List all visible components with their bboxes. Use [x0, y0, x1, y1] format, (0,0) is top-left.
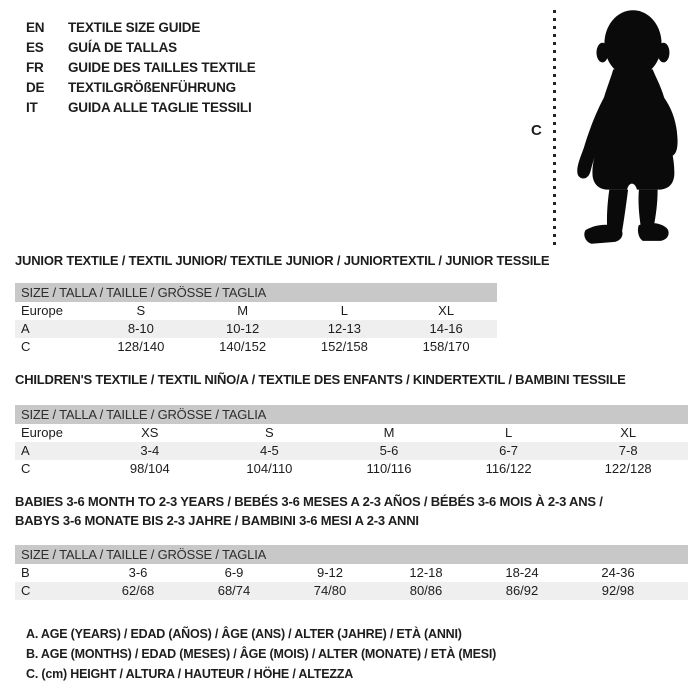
cell: L — [504, 425, 513, 440]
size-table-junior — [15, 283, 497, 356]
size-table-children — [15, 405, 688, 478]
table-row-height — [15, 460, 688, 478]
cell: 110/116 — [366, 461, 412, 476]
cell: XS — [141, 425, 159, 440]
lang-row-es — [26, 38, 256, 58]
cell: 98/104 — [129, 461, 170, 476]
table-row-height — [15, 582, 688, 600]
lang-code: IT — [26, 100, 38, 115]
row-label: C — [21, 339, 31, 354]
junior-table-title: JUNIOR TEXTILE / TEXTIL JUNIOR/ TEXTILE JUNIOR / JUNIORTEXTIL / JUNIOR TESSILE — [15, 253, 550, 268]
language-title-block — [26, 18, 256, 118]
lang-row-en — [26, 18, 256, 38]
cell: S — [265, 425, 274, 440]
babies-title-line2: BABYS 3-6 MONATE BIS 2-3 JAHRE / BAMBINI 3-6 MESI A 2-3 ANNI — [15, 513, 419, 528]
height-measure-label: C — [531, 122, 542, 139]
cell: 18-24 — [505, 565, 539, 580]
cell: 14-16 — [429, 321, 463, 336]
table-row-age-months — [15, 564, 688, 582]
cell: 122/128 — [604, 461, 652, 476]
size-table-babies — [15, 545, 688, 600]
legend-block — [26, 624, 496, 684]
cell: 74/80 — [313, 583, 347, 598]
cell: 12-13 — [327, 321, 361, 336]
baby-silhouette — [562, 6, 700, 248]
legend-age-years: A. AGE (YEARS) / EDAD (AÑOS) / ÂGE (ANS) / ALTER (JAHRE) / ETÀ (ANNI) — [26, 627, 462, 641]
cell: 5-6 — [379, 443, 399, 458]
cell: 6-7 — [499, 443, 518, 458]
size-header-bar: SIZE / TALLA / TAILLE / GRÖSSE / TAGLIA — [15, 545, 688, 564]
table-row-age-years — [15, 442, 688, 460]
children-table-title: CHILDREN'S TEXTILE / TEXTIL NIÑO/A / TEXTILE DES ENFANTS / KINDERTEXTIL / BAMBINI TESSILE — [15, 372, 626, 387]
cell: M — [237, 303, 249, 318]
cell: 86/92 — [505, 583, 539, 598]
table-row-europe — [15, 424, 688, 442]
guide-title-it: GUIDA ALLE TAGLIE TESSILI — [68, 100, 252, 115]
cell: 6-9 — [224, 565, 244, 580]
cell: 3-6 — [128, 565, 148, 580]
cell: XL — [620, 425, 637, 440]
row-label: A — [21, 443, 30, 458]
guide-title-de: TEXTILGRÖßENFÜHRUNG — [68, 80, 236, 95]
lang-row-fr — [26, 58, 256, 78]
cell: 3-4 — [140, 443, 160, 458]
cell: 7-8 — [618, 443, 638, 458]
size-header-bar: SIZE / TALLA / TAILLE / GRÖSSE / TAGLIA — [15, 405, 688, 424]
row-label: C — [21, 461, 31, 476]
cell: 116/122 — [485, 461, 532, 476]
cell: 104/110 — [246, 461, 293, 476]
cell: 158/170 — [422, 339, 470, 354]
cell: 24-36 — [601, 565, 635, 580]
cell: 80/86 — [409, 583, 443, 598]
guide-title-en: TEXTILE SIZE GUIDE — [68, 20, 201, 35]
size-header-bar: SIZE / TALLA / TAILLE / GRÖSSE / TAGLIA — [15, 283, 497, 302]
table-row-age-years — [15, 320, 497, 338]
lang-row-de — [26, 78, 256, 98]
row-label: C — [21, 583, 31, 598]
cell: 9-12 — [316, 565, 344, 580]
row-label: A — [21, 321, 30, 336]
guide-title-fr: GUIDE DES TAILLES TEXTILE — [68, 60, 256, 75]
legend-age-months: B. AGE (MONTHS) / EDAD (MESES) / ÂGE (MOIS) / ALTER (MONATE) / ETÀ (MESI) — [26, 647, 497, 661]
babies-title-line1: BABIES 3-6 MONTH TO 2-3 YEARS / BEBÉS 3-6 MESES A 2-3 AÑOS / BÉBÉS 3-6 MOIS À 2-3 ANS / — [15, 494, 603, 509]
cell: 128/140 — [117, 339, 165, 354]
cell: 140/152 — [219, 339, 267, 354]
cell: M — [383, 425, 395, 440]
cell: 10-12 — [226, 321, 260, 336]
cell: XL — [438, 303, 455, 318]
cell: 68/74 — [217, 583, 251, 598]
row-label: Europe — [21, 425, 63, 440]
row-label: B — [21, 565, 30, 580]
cell: 12-18 — [409, 565, 443, 580]
lang-code: EN — [26, 20, 45, 35]
lang-code: DE — [26, 80, 45, 95]
cell: S — [136, 303, 146, 318]
row-label: Europe — [21, 303, 63, 318]
lang-row-it — [26, 98, 256, 118]
cell: L — [340, 303, 348, 318]
babies-table-title — [15, 492, 603, 530]
lang-code: ES — [26, 40, 44, 55]
cell: 62/68 — [121, 583, 155, 598]
cell: 92/98 — [601, 583, 635, 598]
cell: 8-10 — [127, 321, 154, 336]
table-row-europe — [15, 302, 497, 320]
table-row-height — [15, 338, 497, 356]
cell: 152/158 — [320, 339, 368, 354]
legend-height: C. (cm) HEIGHT / ALTURA / HAUTEUR / HÖHE / ALTEZZA — [26, 667, 354, 681]
guide-title-es: GUÍA DE TALLAS — [68, 40, 177, 55]
height-dotted-line — [553, 10, 556, 245]
cell: 4-5 — [259, 443, 279, 458]
lang-code: FR — [26, 60, 44, 75]
